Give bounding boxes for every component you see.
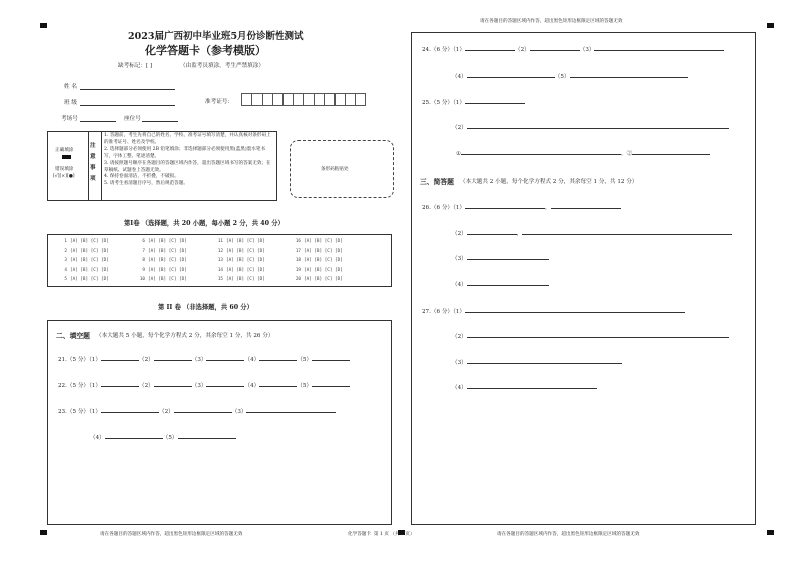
q22-row: 22.（5 分）（1） （2） （3） （4） （5） xyxy=(58,380,350,389)
section3-desc: （本大题共 2 小题，每个化学方程式 2 分，其余每空 1 分，共 12 分） xyxy=(460,179,638,185)
q27-row: 27.（6 分）（1） xyxy=(422,306,685,315)
class-label: 班 级 xyxy=(64,100,77,106)
choice-row[interactable] xyxy=(58,268,109,273)
q23-blank-5[interactable] xyxy=(178,432,236,439)
choice-number: 13 xyxy=(217,258,223,263)
choice-options[interactable]: [A] [B] [C] [D] xyxy=(304,248,343,254)
choice-number: 17 xyxy=(295,248,301,254)
choice-number: 8 xyxy=(142,258,145,263)
q27-blank-3[interactable] xyxy=(467,357,622,364)
choice-options[interactable]: [A] [B] [C] [D] xyxy=(226,258,265,263)
name-label: 姓 名 xyxy=(64,84,77,90)
choice-number: 4 xyxy=(64,267,67,273)
choice-options[interactable]: [A] [B] [C] [D] xyxy=(70,248,109,254)
choice-row[interactable] xyxy=(58,277,109,282)
choice-number: 18 xyxy=(295,258,301,263)
choice-options[interactable]: [A] [B] [C] [D] xyxy=(226,267,265,273)
choice-options[interactable]: [A] [B] [C] [D] xyxy=(148,267,187,273)
choice-number: 2 xyxy=(64,248,67,254)
footer-page-total: （共 2 页） xyxy=(390,532,415,537)
q23-blank-1[interactable] xyxy=(101,406,159,413)
q26-row-3: （3） xyxy=(452,253,549,262)
page-subtitle: 化学答题卡（参考模版） xyxy=(145,44,266,57)
q24-blank-4[interactable] xyxy=(467,71,555,78)
q25-blank-1[interactable] xyxy=(465,97,525,104)
q27-row-3: （3） xyxy=(452,357,622,366)
section2-title: 二、填空题 xyxy=(56,332,90,340)
footer-page-num: 第 1 页 xyxy=(373,532,389,537)
q23-blank-2[interactable] xyxy=(174,406,232,413)
choice-options[interactable]: [A] [B] [C] [D] xyxy=(304,277,343,282)
choice-number: 7 xyxy=(142,248,145,254)
q23-blank-3[interactable] xyxy=(246,406,336,413)
correct-fill-example xyxy=(62,155,71,159)
q21-row: 21.（5 分）（1） （2） （3） （4） （5） xyxy=(58,354,350,363)
choice-row[interactable] xyxy=(214,258,265,263)
q25-row-2: （2） xyxy=(452,122,729,131)
choice-number: 19 xyxy=(295,267,301,273)
footer-page-label: 化学答题卡 xyxy=(348,532,371,537)
q23-label: 23.（5 分） xyxy=(58,409,90,415)
notice-items xyxy=(104,133,274,188)
choice-options[interactable]: [A] [B] [C] [D] xyxy=(70,258,109,263)
q24-blank-1[interactable] xyxy=(465,44,515,51)
choice-row[interactable] xyxy=(58,249,109,254)
registration-mark xyxy=(40,23,47,28)
choice-row[interactable] xyxy=(292,239,343,244)
q24-blank-3[interactable] xyxy=(594,44,724,51)
choice-row[interactable] xyxy=(214,249,265,254)
q27-blank-2[interactable] xyxy=(467,331,729,338)
q23-row: 23.（5 分）（1） （2） （3） xyxy=(58,406,336,415)
registration-mark xyxy=(767,530,774,535)
q27-label: 27.（6 分） xyxy=(422,309,454,315)
choice-options[interactable]: [A] [B] [C] [D] xyxy=(148,239,187,244)
seat-field[interactable] xyxy=(142,121,178,122)
choice-number: 3 xyxy=(64,258,67,263)
notice-item: 4. 保持卷面清洁，不折叠，不破损。 xyxy=(104,174,179,180)
choice-number: 16 xyxy=(295,239,301,244)
q27-row-4: （4） xyxy=(452,382,597,391)
choice-row[interactable] xyxy=(58,258,109,263)
q26-blank-4[interactable] xyxy=(467,279,549,286)
q25-blank-c2[interactable] xyxy=(632,148,710,155)
q25-row: 25.（5 分）（1） xyxy=(422,97,525,106)
choice-number: 6 xyxy=(142,239,145,244)
absent-note: （由监考员填涂，考生严禁填涂） xyxy=(180,63,264,69)
barcode-label: 条形码粘贴处 xyxy=(321,167,349,172)
absent-mark[interactable]: 缺考标记：[ ] xyxy=(118,63,153,69)
q22-blank-3[interactable] xyxy=(206,380,244,387)
page-title: 2023届广西初中毕业班5月份诊断性测试 xyxy=(128,31,304,42)
part2-title: 第 II 卷 （非选择题，共 60 分） xyxy=(158,304,253,311)
exam-number-label: 准考证号： xyxy=(205,99,233,105)
q22-blank-5[interactable] xyxy=(312,380,350,387)
q23-row-2: （4） （5） xyxy=(90,432,236,441)
q23-blank-4[interactable] xyxy=(105,432,163,439)
seat-label: 座位号 xyxy=(124,116,141,122)
choice-row[interactable] xyxy=(214,239,265,244)
notice-divider xyxy=(88,131,89,201)
q26-blank-1[interactable] xyxy=(465,202,545,209)
choice-options[interactable]: [A] [B] [C] [D] xyxy=(148,258,187,263)
footer-warning-left: 请在各题目的答题区域内作答，超出黑色矩形边框限定区域的答题无效 xyxy=(100,532,243,537)
notice-item: 1. 答题前，考生先将自己的姓名、学校、准考证号填写清楚，并认真核对条形码上的准考证号、姓名及学校。 xyxy=(104,133,271,145)
notice-item: 5. 请考生看清题目序号，然后规范答题。 xyxy=(104,181,188,187)
notice-item: 3. 请按照题号顺序在各题目的答题区域内作答，超出答题区域书写的答案无效；在草稿纸、试题卷上答题无效。 xyxy=(104,160,271,173)
section2-desc: （本大题共 5 小题，每个化学方程式 2 分，其余每空 1 分，共 26 分） xyxy=(96,333,274,339)
q25-row-3: ① ，② xyxy=(456,148,710,157)
choice-number: 10 xyxy=(139,277,145,282)
choice-options[interactable]: [A] [B] [C] [D] xyxy=(70,277,109,282)
q26-row-4: （4） xyxy=(452,279,549,288)
exam-number-cells[interactable] xyxy=(241,93,366,106)
q24-row: 24.（6 分）（1） （2） （3） xyxy=(422,44,724,53)
q26-blank-2[interactable] xyxy=(467,228,517,235)
q21-blank-2[interactable] xyxy=(154,354,192,361)
q26-row: 26.（6 分）（1） ， xyxy=(422,202,621,211)
choice-row[interactable] xyxy=(292,277,343,282)
footer-warning-top: 请在各题目的答题区域内作答，超出黑色矩形边框限定区域的答题无效 xyxy=(480,19,623,24)
choice-row[interactable] xyxy=(292,258,343,263)
choice-row[interactable] xyxy=(136,268,187,273)
choice-options[interactable]: [A] [B] [C] [D] xyxy=(226,277,265,282)
choice-row[interactable] xyxy=(292,268,343,273)
q24-label: 24.（6 分） xyxy=(422,47,454,53)
choice-number: 11 xyxy=(217,239,223,244)
q26-blank-1b[interactable] xyxy=(551,202,621,209)
name-field[interactable] xyxy=(80,89,175,90)
choice-number: 5 xyxy=(64,277,67,282)
room-field[interactable] xyxy=(80,121,116,122)
choice-options[interactable]: [A] [B] [C] [D] xyxy=(226,239,265,244)
choice-options[interactable]: [A] [B] [C] [D] xyxy=(304,258,343,263)
q21-blank-1[interactable] xyxy=(101,354,139,361)
q21-blank-4[interactable] xyxy=(259,354,297,361)
answer-area-section2-left xyxy=(47,320,392,525)
notice-label: 注意事项 xyxy=(90,143,96,182)
choice-options[interactable]: [A] [B] [C] [D] xyxy=(226,248,265,254)
choice-options[interactable]: [A] [B] [C] [D] xyxy=(70,239,109,244)
q27-row-2: （2） xyxy=(452,331,729,340)
choice-number: 14 xyxy=(217,267,223,273)
q26-blank-3[interactable] xyxy=(467,253,549,260)
q25-blank-2[interactable] xyxy=(467,122,729,129)
part1-title: 第Ⅰ卷 （选择题，共 20 小题，每小题 2 分，共 40 分） xyxy=(124,220,284,227)
choice-number: 20 xyxy=(295,277,301,282)
q27-blank-4[interactable] xyxy=(467,382,597,389)
choice-options[interactable]: [A] [B] [C] [D] xyxy=(70,267,109,273)
q25-blank-c1[interactable] xyxy=(461,148,621,155)
q22-blank-1[interactable] xyxy=(101,380,139,387)
q26-blank-2b[interactable] xyxy=(522,228,732,235)
wrong-fill-marks: [√][×][●] xyxy=(53,174,75,179)
choice-row[interactable] xyxy=(136,277,187,282)
choice-options[interactable]: [A] [B] [C] [D] xyxy=(148,248,187,254)
choice-number: 1 xyxy=(64,239,67,244)
registration-mark xyxy=(767,23,774,28)
footer-page-info xyxy=(348,531,415,537)
q26-label: 26.（6 分） xyxy=(422,205,454,211)
choice-options[interactable]: [A] [B] [C] [D] xyxy=(148,277,187,282)
choice-row[interactable] xyxy=(136,258,187,263)
choice-number: 12 xyxy=(217,248,223,254)
registration-mark xyxy=(40,530,47,535)
q22-blank-4[interactable] xyxy=(259,380,297,387)
q24-blank-5[interactable] xyxy=(570,71,688,78)
choice-row[interactable] xyxy=(58,239,109,244)
choice-row[interactable] xyxy=(136,239,187,244)
choice-options[interactable]: [A] [B] [C] [D] xyxy=(304,267,343,273)
class-field[interactable] xyxy=(80,105,175,106)
q21-blank-5[interactable] xyxy=(312,354,350,361)
q22-label: 22.（5 分） xyxy=(58,383,90,389)
q26-row-2: （2） ， xyxy=(452,228,732,237)
q27-blank-1[interactable] xyxy=(465,306,685,313)
room-label: 考场号 xyxy=(61,116,78,122)
choice-number: 15 xyxy=(217,277,223,282)
choice-row[interactable] xyxy=(292,249,343,254)
choice-options[interactable]: [A] [B] [C] [D] xyxy=(304,239,343,244)
q24-row-2: （4） （5） xyxy=(452,71,688,80)
q24-blank-2[interactable] xyxy=(530,44,580,51)
choice-row[interactable] xyxy=(136,249,187,254)
notice-divider xyxy=(101,131,102,201)
footer-warning-right: 请在各题目的答题区域内作答，超出黑色矩形边框限定区域的答题无效 xyxy=(497,532,640,537)
choice-row[interactable] xyxy=(214,277,265,282)
choice-number: 9 xyxy=(142,267,145,273)
wrong-fill-label: 错误填涂 xyxy=(55,167,74,172)
correct-fill-label: 正确填涂 xyxy=(55,148,74,153)
q21-label: 21.（5 分） xyxy=(58,357,90,363)
q21-blank-3[interactable] xyxy=(206,354,244,361)
choice-row[interactable] xyxy=(214,268,265,273)
section3-title: 三、简答题 xyxy=(420,178,454,186)
q22-blank-2[interactable] xyxy=(154,380,192,387)
q25-label: 25.（5 分） xyxy=(422,100,454,106)
notice-item: 2. 选择题部分必须使用 2B 铅笔填涂；非选择题部分必须使用黑(蓝黑)墨水笔书写，字体工整、笔迹清楚。 xyxy=(104,146,266,159)
